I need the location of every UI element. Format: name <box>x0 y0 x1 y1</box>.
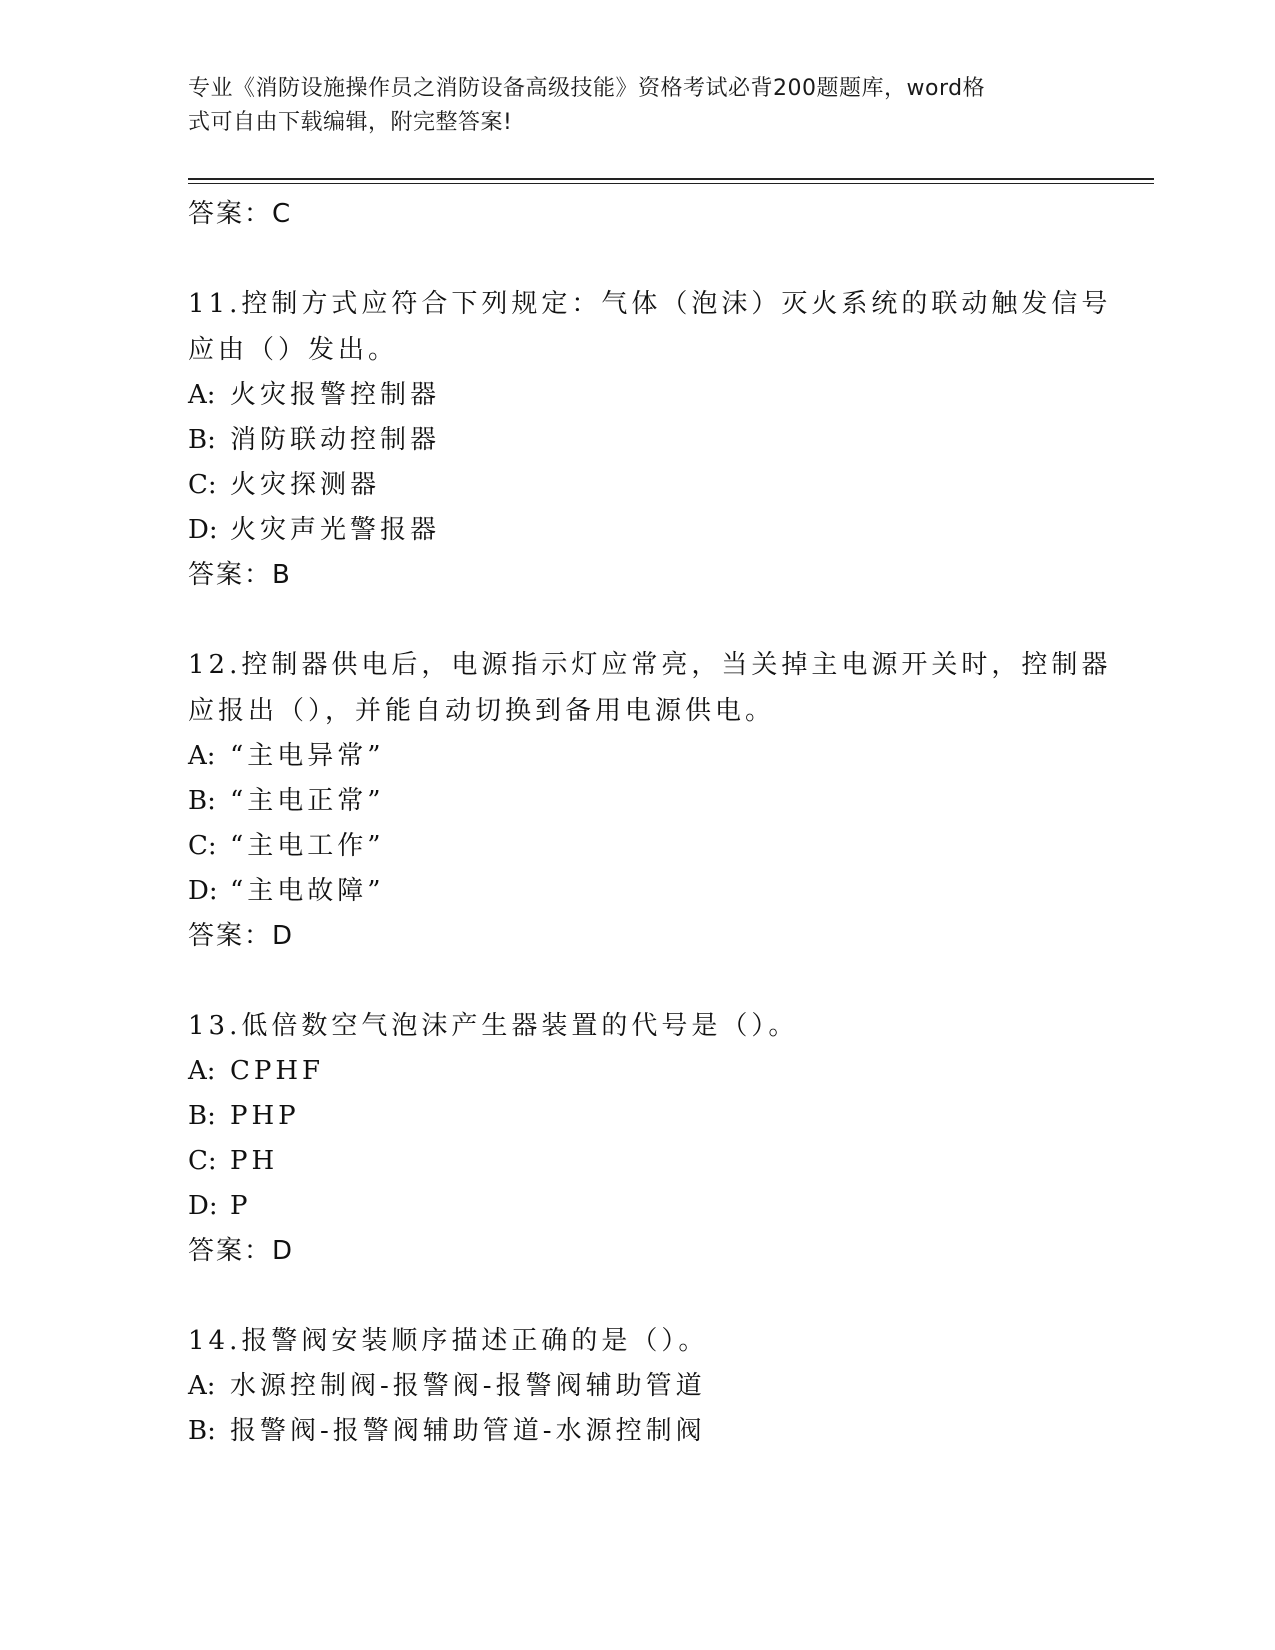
answer-line <box>188 914 1088 959</box>
page-header <box>188 72 1068 140</box>
option-label: C: <box>188 470 217 500</box>
option-text: CPHF <box>230 1056 325 1086</box>
question-text: 11.控制方式应符合下列规定：气体（泡沫）灭火系统的联动触发信号 <box>188 289 1112 319</box>
question-list <box>188 192 1112 1454</box>
header-line-2: 式可自由下载编辑，附完整答案! <box>188 110 513 135</box>
option-c <box>188 824 1088 869</box>
option-text: 火灾探测器 <box>230 470 381 500</box>
option-d <box>188 1184 1088 1229</box>
answer-value: D <box>272 1236 294 1266</box>
option-label: B: <box>188 425 216 455</box>
option-b <box>188 1094 1088 1139</box>
answer-label: 答案： <box>188 199 273 229</box>
option-text: PHP <box>230 1101 300 1131</box>
answer-label: 答案： <box>188 1236 273 1266</box>
question-13 <box>188 1003 1088 1274</box>
header-rule-thin <box>188 183 1154 184</box>
option-text: 报警阀-报警阀辅助管道-水源控制阀 <box>230 1416 706 1446</box>
option-b <box>188 1409 1088 1454</box>
answer-line <box>188 1229 1088 1274</box>
option-label: B: <box>188 1416 216 1446</box>
option-label: B: <box>188 1101 216 1131</box>
option-label: A: <box>188 380 216 410</box>
option-a <box>188 734 1088 779</box>
option-text: “主电异常” <box>230 741 385 771</box>
answer-label: 答案： <box>188 921 273 951</box>
option-text: P <box>230 1191 252 1221</box>
question-11 <box>188 281 1112 598</box>
option-d <box>188 508 1088 553</box>
option-text: PH <box>230 1146 279 1176</box>
answer-line <box>188 553 1088 598</box>
option-text: “主电工作” <box>230 831 385 861</box>
option-text: 消防联动控制器 <box>230 425 441 455</box>
option-label: C: <box>188 831 217 861</box>
option-label: B: <box>188 786 216 816</box>
option-c <box>188 463 1088 508</box>
option-d <box>188 869 1088 914</box>
option-label: D: <box>188 876 218 906</box>
question-text: 13.低倍数空气泡沫产生器装置的代号是（）。 <box>188 1011 799 1041</box>
question-text: 应由（）发出。 <box>188 335 399 365</box>
option-label: D: <box>188 1191 218 1221</box>
option-c <box>188 1139 1088 1184</box>
option-a <box>188 1049 1088 1094</box>
option-label: D: <box>188 515 218 545</box>
option-text: 火灾报警控制器 <box>230 380 441 410</box>
question-text: 12.控制器供电后，电源指示灯应常亮，当关掉主电源开关时，控制器 <box>188 650 1112 680</box>
question-12 <box>188 642 1112 959</box>
answer-line <box>188 192 1088 237</box>
header-rule-thick <box>188 178 1154 180</box>
option-label: A: <box>188 741 216 771</box>
header-line-1: 专业《消防设施操作员之消防设备高级技能》资格考试必背200题题库，word格 <box>188 76 986 101</box>
question-text: 应报出（），并能自动切换到备用电源供电。 <box>188 696 776 726</box>
option-b <box>188 418 1088 463</box>
answer-value: B <box>272 560 291 590</box>
answer-value: D <box>272 921 294 951</box>
option-a <box>188 373 1088 418</box>
option-text: “主电故障” <box>230 876 385 906</box>
answer-value: C <box>272 199 292 229</box>
option-label: A: <box>188 1056 216 1086</box>
option-text: 水源控制阀-报警阀-报警阀辅助管道 <box>230 1371 706 1401</box>
option-label: A: <box>188 1371 216 1401</box>
option-text: “主电正常” <box>230 786 385 816</box>
option-b <box>188 779 1088 824</box>
option-a <box>188 1364 1088 1409</box>
answer-label: 答案： <box>188 560 273 590</box>
option-text: 火灾声光警报器 <box>230 515 441 545</box>
question-text: 14.报警阀安装顺序描述正确的是（）。 <box>188 1326 709 1356</box>
option-label: C: <box>188 1146 217 1176</box>
question-14 <box>188 1318 1088 1454</box>
